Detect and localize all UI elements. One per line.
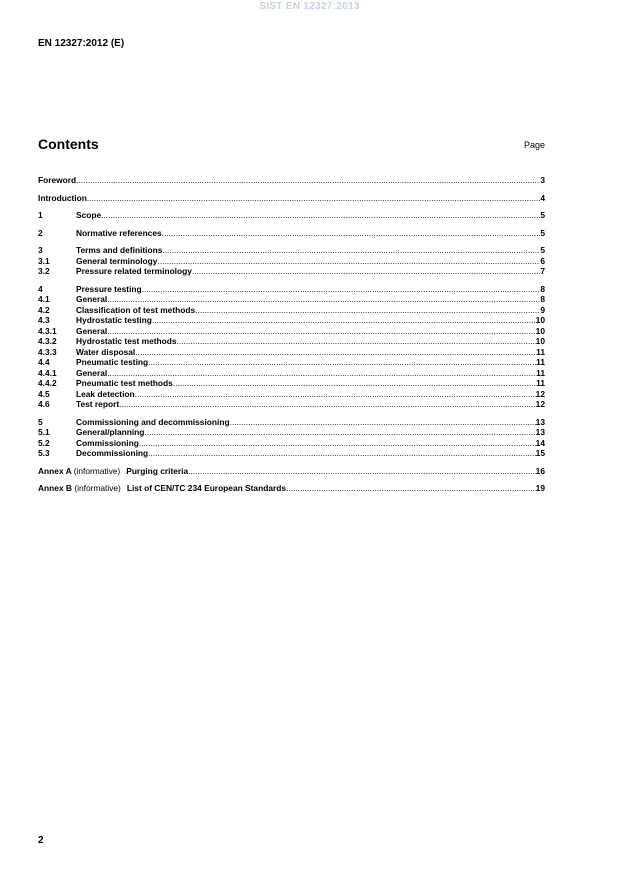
dot-leader — [192, 266, 540, 277]
toc-entry[interactable] — [38, 245, 545, 256]
toc-entry[interactable] — [38, 389, 545, 400]
annex-title: List of CEN/TC 234 European Standards — [126, 483, 287, 493]
toc-entry-page: 13 — [535, 427, 545, 437]
dot-leader — [148, 448, 536, 459]
toc-entry-page: 5 — [540, 245, 545, 255]
toc-entry-page: 4 — [540, 192, 545, 203]
toc-entry[interactable] — [38, 284, 545, 295]
toc-entry[interactable] — [38, 438, 545, 449]
annex-entry-page: 19 — [535, 483, 545, 493]
toc-entry-page: 13 — [535, 416, 545, 427]
toc-entry-page: 11 — [536, 346, 545, 357]
toc-entry-title: General — [76, 367, 108, 378]
toc-entry-number: 3.2 — [38, 266, 50, 276]
toc-entry-number: 5.1 — [38, 427, 50, 437]
dot-leader — [162, 228, 541, 239]
toc-entry-title: Terms and definitions — [76, 245, 163, 255]
dot-leader — [107, 368, 536, 379]
dot-leader — [230, 417, 536, 428]
toc-entry-number: 5.3 — [38, 448, 50, 458]
toc-entry-number: 5.2 — [38, 437, 50, 448]
toc-entry[interactable] — [38, 256, 545, 267]
toc-entry-page: 11 — [536, 378, 545, 388]
toc-entry-page: 5 — [540, 210, 545, 220]
toc-entry-title: Normative references — [76, 227, 162, 238]
annex-title: Purging criteria — [126, 465, 189, 476]
toc-entry-page: 12 — [535, 388, 545, 399]
annex-entry-heading — [38, 466, 188, 477]
toc-entry-number: 4.4.1 — [38, 367, 57, 378]
dot-leader — [135, 389, 536, 400]
annex-entry[interactable] — [38, 483, 545, 494]
dot-leader — [177, 336, 536, 347]
toc-entry-number: 4.4 — [38, 357, 50, 367]
toc-entry-title: Pressure related terminology — [76, 266, 192, 276]
toc-entry-page: 9 — [540, 304, 545, 315]
dot-leader — [152, 315, 536, 326]
toc-entry-title: Hydrostatic test methods — [76, 336, 177, 346]
dot-leader — [286, 483, 536, 494]
toc-entry-number: 1 — [38, 210, 43, 220]
table-of-contents — [38, 175, 545, 494]
annex-label: Annex A — [38, 465, 72, 476]
dot-leader — [107, 294, 540, 305]
toc-entry-page: 10 — [535, 315, 545, 325]
toc-entry-number: 4.3.1 — [38, 325, 57, 336]
toc-entry[interactable] — [38, 193, 545, 204]
toc-entry[interactable] — [38, 417, 545, 428]
toc-entry-page: 10 — [535, 325, 545, 336]
toc-entry-title: Leak detection — [76, 388, 135, 399]
toc-entry[interactable] — [38, 305, 545, 316]
toc-entry-number: 4.4.2 — [38, 378, 57, 388]
toc-entry[interactable] — [38, 368, 545, 379]
toc-entry-number: 3.1 — [38, 255, 50, 266]
dot-leader — [119, 399, 536, 410]
toc-entry-title: Classification of test methods — [76, 304, 196, 315]
annex-entry[interactable] — [38, 466, 545, 477]
dot-leader — [87, 193, 540, 204]
toc-entry-page: 7 — [540, 266, 545, 276]
dot-leader — [76, 175, 540, 186]
annex-note: (informative) — [74, 483, 121, 493]
document-id: EN 12327:2012 (E) — [38, 38, 125, 49]
toc-entry-page: 3 — [540, 175, 545, 185]
toc-entry-number: 4.3.3 — [38, 346, 57, 357]
toc-entry[interactable] — [38, 357, 545, 368]
annex-note: (informative) — [73, 465, 121, 476]
toc-entry-page: 5 — [540, 227, 545, 238]
toc-entry-title: General — [76, 325, 108, 336]
page-column-label: Page — [523, 140, 545, 150]
dot-leader — [139, 438, 536, 449]
toc-entry-number: 4.5 — [38, 388, 50, 399]
toc-entry[interactable] — [38, 294, 545, 305]
toc-entry-title: Water disposal — [76, 346, 136, 357]
toc-entry-page: 8 — [540, 294, 545, 304]
dot-leader — [142, 284, 541, 295]
toc-entry[interactable] — [38, 378, 545, 389]
dot-leader — [148, 357, 536, 368]
dot-leader — [195, 305, 540, 316]
toc-entry-title: Decommissioning — [76, 448, 149, 458]
dot-leader — [157, 256, 540, 267]
toc-entry-number: 4.2 — [38, 304, 50, 315]
toc-entry-title: General/planning — [76, 427, 145, 437]
toc-entry[interactable] — [38, 347, 545, 358]
toc-entry-page: 12 — [535, 399, 545, 409]
toc-entry[interactable] — [38, 228, 545, 239]
toc-entry-title: Foreword — [38, 175, 77, 185]
watermark: SIST EN 12327:2013 — [259, 1, 360, 12]
dot-leader — [144, 427, 535, 438]
toc-entry-page: 10 — [535, 336, 545, 346]
dot-leader — [101, 210, 540, 221]
dot-leader — [107, 326, 535, 337]
dot-leader — [188, 466, 536, 477]
toc-entry[interactable] — [38, 175, 545, 186]
toc-entry-title: Commissioning and decommissioning — [76, 416, 230, 427]
toc-entry[interactable] — [38, 427, 545, 438]
toc-entry-number: 3 — [38, 245, 43, 255]
toc-entry-page: 15 — [535, 448, 545, 458]
toc-entry-number: 5 — [38, 416, 43, 427]
toc-entry-page: 11 — [536, 367, 545, 378]
page-number: 2 — [38, 835, 44, 846]
toc-entry-title: Pneumatic test methods — [76, 378, 173, 388]
toc-entry-page: 8 — [540, 283, 545, 294]
toc-entry-number: 2 — [38, 227, 43, 238]
toc-entry-title: General — [76, 294, 108, 304]
toc-entry-title: General terminology — [76, 255, 158, 266]
toc-entry-number: 4.6 — [38, 399, 50, 409]
toc-entry-number: 4.1 — [38, 294, 50, 304]
toc-entry-number: 4.3.2 — [38, 336, 57, 346]
toc-entry-page: 14 — [535, 437, 545, 448]
toc-entry-page: 11 — [536, 357, 545, 367]
toc-entry[interactable] — [38, 448, 545, 459]
dot-leader — [162, 245, 540, 256]
toc-entry-title: Hydrostatic testing — [76, 315, 152, 325]
toc-entry-number: 4.3 — [38, 315, 50, 325]
dot-leader — [173, 378, 536, 389]
toc-entry-title: Scope — [76, 210, 102, 220]
toc-entry-title: Pressure testing — [76, 283, 142, 294]
contents-heading: Contents — [38, 136, 99, 152]
toc-entry-title: Commissioning — [76, 437, 139, 448]
annex-label: Annex B — [38, 483, 72, 493]
toc-entry-number: 4 — [38, 283, 43, 294]
toc-entry[interactable] — [38, 399, 545, 410]
dot-leader — [135, 347, 536, 358]
toc-entry[interactable] — [38, 210, 545, 221]
toc-entry[interactable] — [38, 336, 545, 347]
toc-entry-title: Test report — [76, 399, 120, 409]
toc-entry-title: Pneumatic testing — [76, 357, 149, 367]
toc-entry[interactable] — [38, 326, 545, 337]
toc-entry-title: Introduction — [38, 192, 87, 203]
toc-entry-page: 6 — [540, 255, 545, 266]
annex-entry-page: 16 — [535, 465, 545, 476]
toc-entry[interactable] — [38, 315, 545, 326]
toc-entry[interactable] — [38, 266, 545, 277]
annex-entry-heading — [38, 483, 286, 494]
